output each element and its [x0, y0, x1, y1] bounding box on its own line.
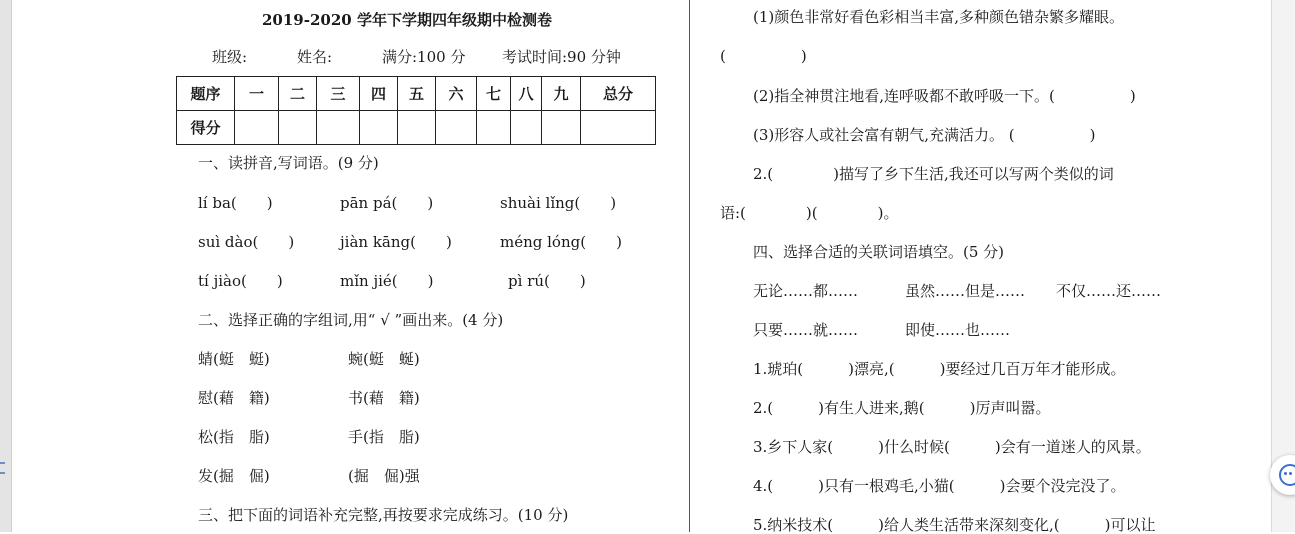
class-label: 班级: [212, 48, 248, 66]
table-header-cell: 八 [511, 77, 542, 111]
conjunction-option: 不仅……还…… [1056, 282, 1162, 300]
section-4-title: 四、选择合适的关联词语填空。(5 分) [753, 243, 1005, 261]
table-header-cell: 九 [542, 77, 581, 111]
table-header-cell: 二 [279, 77, 317, 111]
pinyin-item: pì rú( ) [508, 272, 586, 290]
score-row-label: 得分 [177, 111, 235, 145]
pinyin-item: méng lóng( ) [500, 233, 622, 251]
table-row [177, 77, 656, 111]
fill-question: 1.琥珀( )漂亮,( )要经过几百万年才能形成。 [753, 360, 1126, 378]
pinyin-item: tí jiào( ) [198, 272, 283, 290]
score-cell [581, 111, 656, 145]
section-2-title: 二、选择正确的字组词,用“ √ ”画出来。(4 分) [198, 311, 504, 329]
page-divider [689, 0, 690, 532]
section-1-title: 一、读拼音,写词语。(9 分) [198, 154, 379, 172]
choice-item: (掘 倔)强 [348, 467, 420, 485]
conjunction-option: 虽然……但是…… [905, 282, 1026, 300]
choice-item: 松(指 脂) [198, 428, 270, 446]
score-cell [436, 111, 477, 145]
choice-item: 慰(藉 籍) [198, 389, 270, 407]
table-header-cell: 三 [317, 77, 360, 111]
pinyin-item: pān pá( ) [340, 194, 434, 212]
pinyin-item: lí ba( ) [198, 194, 273, 212]
pinyin-item: mǐn jié( ) [340, 272, 434, 290]
score-cell [511, 111, 542, 145]
fill-question: 3.乡下人家( )什么时候( )会有一道迷人的风景。 [753, 438, 1151, 456]
conjunction-option: 只要……就…… [753, 321, 859, 339]
name-label: 姓名: [297, 48, 333, 66]
fill-question: 4.( )只有一根鸡毛,小猫( )会要个没完没了。 [753, 477, 1126, 495]
pinyin-item: suì dào( ) [198, 233, 295, 251]
chat-icon-dot [1289, 472, 1292, 475]
right-scroll-gutter[interactable] [1271, 0, 1295, 532]
table-header-cell: 题序 [177, 77, 235, 111]
definition-3: (3)形容人或社会富有朝气,充满活力。 ( ) [753, 126, 1096, 144]
score-cell [317, 111, 360, 145]
score-cell [360, 111, 398, 145]
chat-icon-dot [1284, 472, 1287, 475]
section-3-title: 三、把下面的词语补充完整,再按要求完成练习。(10 分) [198, 506, 569, 524]
score-cell [542, 111, 581, 145]
score-cell [398, 111, 436, 145]
table-header-cell: 总分 [581, 77, 656, 111]
exam-time: 考试时间:90 分钟 [502, 48, 621, 66]
definition-1: (1)颜色非常好看色彩相当丰富,多种颜色错杂繁多耀眼。 [753, 8, 1125, 26]
chat-icon [1279, 464, 1295, 486]
fill-question: 5.纳米技术( )给人类生活带来深刻变化,( )可以让 [753, 516, 1156, 534]
question-2: 2.( )描写了乡下生活,我还可以写两个类似的词 [753, 165, 1114, 183]
table-header-cell: 五 [398, 77, 436, 111]
score-cell [477, 111, 511, 145]
pinyin-item: jiàn kāng( ) [340, 233, 452, 251]
choice-item: 蜿(蜓 蜒) [348, 350, 420, 368]
answer-blank: ( ) [720, 47, 807, 65]
score-cell [279, 111, 317, 145]
conjunction-option: 即使……也…… [905, 321, 1011, 339]
score-table [176, 76, 656, 145]
choice-item: 蜻(蜓 蜓) [198, 350, 270, 368]
exam-title: 2019-2020 学年下学期四年级期中检测卷 [262, 11, 552, 29]
table-row [177, 111, 656, 145]
fill-question: 2.( )有生人进来,鹅( )厉声叫嚣。 [753, 399, 1051, 417]
choice-item: 书(藉 籍) [348, 389, 420, 407]
gutter-marker [0, 472, 5, 474]
table-header-cell: 六 [436, 77, 477, 111]
left-scroll-gutter [0, 0, 12, 532]
choice-item: 手(指 脂) [348, 428, 420, 446]
question-2-continued: 语:( )( )。 [720, 204, 899, 222]
conjunction-option: 无论……都…… [753, 282, 859, 300]
table-header-cell: 一 [235, 77, 279, 111]
definition-2: (2)指全神贯注地看,连呼吸都不敢呼吸一下。( ) [753, 87, 1136, 105]
full-score: 满分:100 分 [382, 48, 466, 66]
gutter-marker [0, 462, 5, 464]
score-cell [235, 111, 279, 145]
table-header-cell: 四 [360, 77, 398, 111]
pinyin-item: shuài lǐng( ) [500, 194, 617, 212]
table-header-cell: 七 [477, 77, 511, 111]
choice-item: 发(掘 倔) [198, 467, 270, 485]
